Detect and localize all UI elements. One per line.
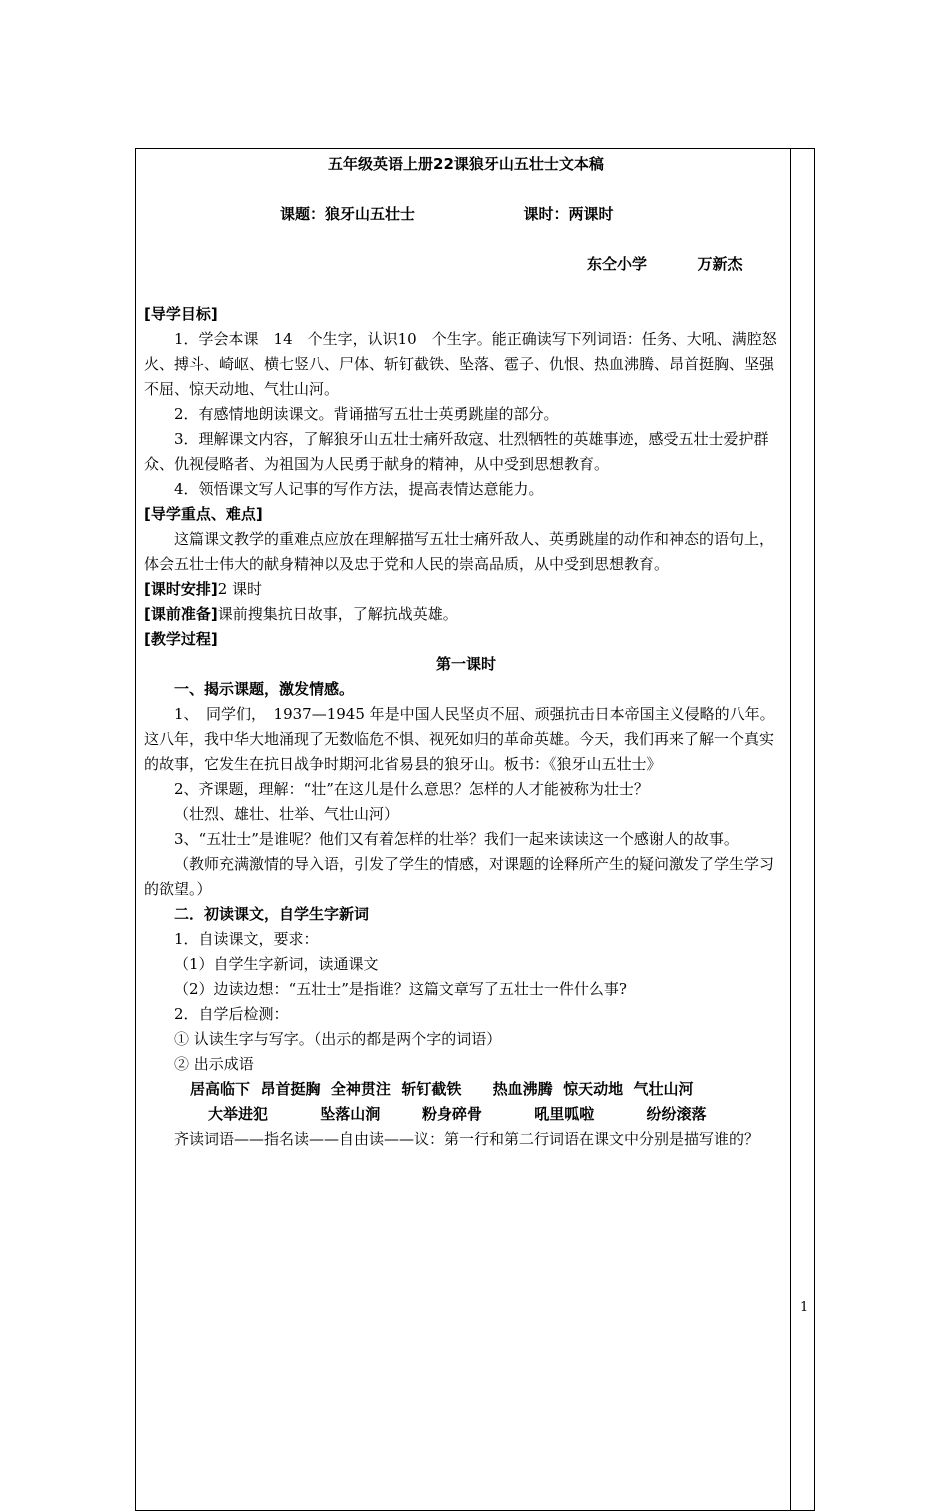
school-name: 东仝小学 (587, 255, 648, 273)
part1-item: （教师充满激情的导入语，引发了学生的情感，对课题的诠释所产生的疑问激发了学生学习的欲望。） (144, 855, 775, 898)
topic-label: 课题：狼牙山五壮士 (280, 205, 416, 223)
key-text: 这篇课文教学的重难点应放在理解描写五壮士痛歼敌人、英勇跳崖的动作和神态的语句上，体会五壮士伟大的献身精神以及忠于党和人民的崇高品质，从中受到思想教育。 (144, 530, 775, 573)
author-line (144, 252, 788, 277)
key-header: [导学重点、难点] (144, 505, 263, 523)
goal-item: 4．领悟课文写人记事的写作方法，提高表情达意能力。 (174, 480, 544, 498)
part1-item: 3、“五壮士”是谁呢？他们又有着怎样的壮举？我们一起来读读这一个感谢人的故事。 (174, 830, 739, 848)
goal-item: 1．学会本课 14 个生字，认识10 个生字。能正确读写下列词语：任务、大吼、满腔怒火、搏斗、崎岖、横七竖八、尸体、斩钉截铁、坠落、雹子、仇恨、热血沸腾、昂首挺胸、坚强不屈、惊天动地、气壮山河。 (144, 330, 777, 398)
schedule-header: [课时安排] (144, 580, 218, 598)
prep-header: [课前准备] (144, 605, 218, 623)
part1-item: 2、齐课题，理解：“壮”在这儿是什么意思？怎样的人才能被称为壮士？ (174, 780, 649, 798)
document-body (144, 150, 788, 1152)
part2-item: ② 出示成语 (174, 1055, 254, 1073)
part2-item: ① 认读生字与写字。（出示的都是两个字的词语） (174, 1030, 502, 1048)
document-title: 五年级英语上册22课狼牙山五壮士文本稿 (328, 155, 604, 173)
part2-item: 1．自读课文，要求： (174, 930, 319, 948)
idioms-row-1: 居高临下 昂首挺胸 全神贯注 斩钉截铁 热血沸腾 惊天动地 气壮山河 (190, 1080, 694, 1098)
prep-line (144, 602, 788, 627)
subject-line (144, 202, 788, 227)
goals-header: [导学目标] (144, 305, 218, 323)
closing-text: 齐读词语——指名读——自由读——议：第一行和第二行词语在课文中分别是描写谁的？ (174, 1130, 760, 1148)
author-name: 万新杰 (697, 255, 743, 273)
prep-text: 课前搜集抗日故事，了解抗战英雄。 (217, 605, 458, 623)
process-header: [教学过程] (144, 630, 218, 648)
goal-item: 3．理解课文内容，了解狼牙山五壮士痛歼敌寇、壮烈牺牲的英雄事迹，感受五壮士爱护群众、仇视侵略者、为祖国为人民勇于献身的精神，从中受到思想教育。 (144, 430, 769, 473)
part2-item: 2．自学后检测： (174, 1005, 289, 1023)
part1-item: 1、 同学们， 1937—1945 年是中国人民坚贞不屈、顽强抗击日本帝国主义侵略的八年。这八年，我中华大地涌现了无数临危不惧、视死如归的革命英雄。今天，我们再来了解一个真实的故事，它发生在抗日战争时期河北省易县的狼牙山。板书：《狼牙山五壮士》 (144, 705, 775, 773)
page-number: 1 (800, 1300, 809, 1315)
part1-title: 一、揭示课题，激发情感。 (174, 680, 355, 698)
schedule-text: 2 课时 (217, 580, 263, 598)
part2-item: （2）边读边想：“五壮士”是指谁？这篇文章写了五壮士一件什么事? (174, 980, 627, 998)
hours-label: 课时：两课时 (523, 205, 614, 223)
goal-item: 2．有感情地朗读课文。背诵描写五壮士英勇跳崖的部分。 (174, 405, 559, 423)
schedule-line (144, 577, 788, 602)
part2-title: 二．初读课文，自学生字新词 (174, 905, 370, 923)
lesson-title: 第一课时 (435, 655, 496, 673)
idioms-row-2: 大举进犯 坠落山涧 粉身碎骨 吼里呱啦 纷纷滚落 (208, 1105, 707, 1123)
part2-item: （1）自学生字新词，读通课文 (174, 955, 379, 973)
part1-item: （壮烈、雄壮、壮举、气壮山河） (174, 805, 400, 823)
